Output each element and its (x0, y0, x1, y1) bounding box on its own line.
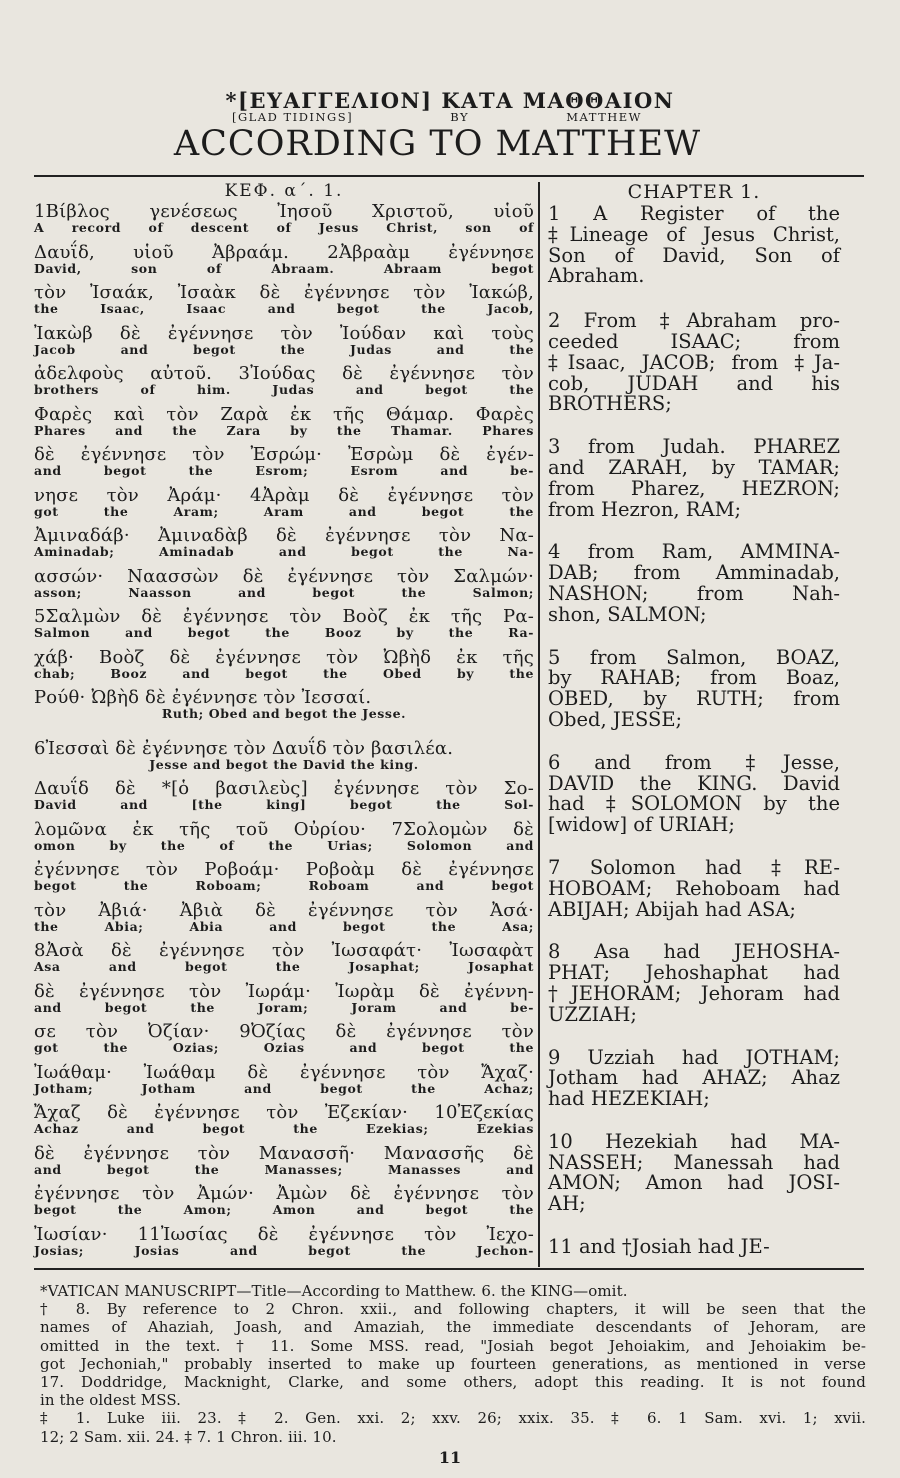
translation-line: DAB; from Amminadab, (548, 561, 840, 585)
translation-line: 10 Hezekiah had MA- (548, 1129, 840, 1153)
english-gloss-line: begot the Roboam; Roboam and begot (34, 878, 534, 893)
greek-line: 6Ἰεσσαὶ δὲ ἐγέννησε τὸν Δαυΐδ τὸν βασιλέα. (34, 737, 454, 759)
footnote-line: † 8. By reference to 2 Chron. xxii., and following chapters, it will be seen that the (40, 1300, 866, 1319)
greek-line: Ἰακὼβ δὲ ἐγέννησε τὸν Ἰούδαν καὶ τοὺς (34, 322, 534, 344)
translation-line: shon, SALMON; (548, 602, 707, 626)
interlinear-pair (34, 607, 534, 648)
greek-line: Ἰωάθαμ· Ἰωάθαμ δὲ ἐγέννησε τὸν Ἄχαζ· (34, 1061, 534, 1083)
translation-line: 6 and from ‡Jesse, (548, 750, 840, 774)
subtitle-right: MATTHEW (566, 110, 642, 124)
verse-paragraph (548, 1237, 840, 1258)
interlinear-pair (34, 739, 534, 780)
footnote-line: names of Ahaziah, Joash, and Amaziah, the immediate descendants of Jehoram, are (40, 1318, 866, 1337)
english-gloss-line: and begot the Joram; Joram and be- (34, 999, 534, 1015)
english-gloss-line: Jesse and begot the David the king. (149, 756, 419, 772)
greek-line: τὸν Ἀβιά· Ἀβιὰ δὲ ἐγέννησε τὸν Ἀσά· (34, 899, 534, 921)
english-gloss-line: Phares and the Zara by the Thamar. Phares (34, 422, 534, 438)
footnote-line: omitted in the text. † 11. Some MSS. read, "Josiah begot Jehoiakim, and Jehoiakim be- (40, 1336, 866, 1355)
greek-line: Ἀμιναδάβ· Ἀμιναδὰβ δὲ ἐγέννησε τὸν Να- (34, 525, 534, 546)
translation-line: from Hezron, RAM; (548, 497, 742, 521)
interlinear-pair (34, 1103, 534, 1144)
translation-line: Abraham. (548, 264, 645, 288)
column-divider (538, 182, 540, 1267)
english-gloss-line: Achaz and begot the Ezekias; Ezekias (34, 1121, 534, 1136)
english-gloss-line: Jotham; Jotham and begot the Achaz; (34, 1080, 534, 1096)
interlinear-pair (34, 1184, 534, 1225)
page-number: 11 (438, 1448, 462, 1467)
interlinear-pair (34, 243, 534, 284)
verse-paragraph (548, 750, 840, 837)
interlinear-pair (34, 901, 534, 942)
interlinear-pair (34, 941, 534, 982)
interlinear-pair (34, 324, 534, 365)
interlinear-pair (34, 1063, 534, 1104)
translation-line: Obed, JESSE; (548, 707, 683, 731)
greek-line: ασσών· Ναασσὼν δὲ ἐγέννησε τὸν Σαλμών· (34, 565, 534, 587)
translation-line: 2 From ‡Abraham pro- (548, 309, 840, 333)
translation-line: NASSEH; Manessah had (548, 1150, 840, 1174)
translation-line: [widow] of URIAH; (548, 813, 735, 837)
footnote-line: 12; 2 Sam. xii. 24. ‡ 7. 1 Chron. iii. 10. (40, 1427, 337, 1446)
translation-line: DAVID the KING. David (548, 771, 840, 795)
english-gloss-line: A record of descent of Jesus Christ, son of (34, 220, 534, 235)
translation-line: and ZARAH, by TAMAR; (548, 455, 840, 479)
english-gloss-line: brothers of him. Judas and begot the (34, 382, 534, 397)
greek-line: ἐγέννησε τὸν Ἀμών· Ἀμὼν δὲ ἐγέννησε τὸν (34, 1183, 534, 1204)
interlinear-pair (34, 405, 534, 446)
english-gloss-line: David, son of Abraam. Abraam begot (34, 260, 534, 276)
english-gloss-line: got the Ozias; Ozias and begot the (34, 1040, 534, 1055)
translation-line: OBED, by RUTH; from (548, 687, 840, 711)
translation-line: 7 Solomon had ‡RE- (548, 855, 840, 879)
greek-line: ἐγέννησε τὸν Ροβοάμ· Ροβοὰμ δὲ ἐγέννησε (34, 859, 534, 880)
english-gloss-line: chab; Booz and begot the Obed by the (34, 665, 534, 681)
footnote-line: 17. Doddridge, Macknight, Clarke, and some others, adopt this reading. It is not found (40, 1372, 866, 1391)
translation-line: by RAHAB; from Boaz, (548, 666, 840, 690)
translation-line: 9 Uzziah had JOTHAM; (548, 1045, 840, 1069)
greek-line: 1Βίβλος γενέσεως Ἰησοῦ Χριστοῦ, υἱοῦ (34, 201, 534, 222)
interlinear-lines (34, 202, 534, 1265)
verse-paragraph (548, 645, 840, 731)
english-gloss-line: and begot the Manasses; Manasses and (34, 1161, 534, 1177)
translation-line: Son of David, Son of (548, 243, 840, 267)
greek-line: χάβ· Βοὸζ δὲ ἐγέννησε τὸν Ὠβὴδ ἐκ τῆς (34, 646, 534, 668)
interlinear-pair (34, 688, 534, 729)
interlinear-pair (34, 860, 534, 901)
greek-line: ἀδελφοὺς αὐτοῦ. 3Ἰούδας δὲ ἐγέννησε τὸν (34, 363, 534, 384)
verse-paragraph (548, 311, 840, 415)
english-gloss-line: Ruth; Obed and begot the Jesse. (161, 706, 407, 721)
interlinear-pair (34, 1022, 534, 1063)
interlinear-column (34, 180, 534, 1265)
greek-line: Φαρὲς καὶ τὸν Ζαρὰ ἐκ τῆς Θάμαρ. Φαρὲς (34, 403, 534, 425)
translation-line: ‡Isaac, JACOB; from ‡Ja- (548, 350, 840, 374)
translation-line: HOBOAM; Rehoboam had (548, 876, 840, 900)
translation-line: 4 from Ram, AMMINA- (548, 540, 840, 564)
footnote-line: got Jechoniah," probably inserted to make up fourteen generations, as mentioned in verse (40, 1354, 866, 1373)
interlinear-pair (34, 283, 534, 324)
translation-line: ceeded ISAAC; from (548, 329, 840, 353)
translation-line: ‡Lineage of Jesus Christ, (548, 222, 840, 246)
subtitle-mid: BY (450, 110, 470, 124)
greek-line: Δαυΐδ δὲ *[ὁ βασιλεὺς] ἐγέννησε τὸν Σο- (34, 778, 534, 799)
verse-paragraph (548, 437, 840, 520)
translation-line: UZZIAH; (548, 1002, 637, 1026)
english-gloss-line: Salmon and begot the Booz by the Ra- (34, 625, 534, 640)
interlinear-pair (34, 486, 534, 527)
interlinear-pair (34, 1144, 534, 1185)
greek-line: Ἄχαζ δὲ ἐγέννησε τὸν Ἐζεκίαν· 10Ἐζεκίας (34, 1102, 534, 1123)
footnote-line: *VATICAN MANUSCRIPT—Title—According to Matthew. 6. the KING—omit. (40, 1282, 628, 1300)
greek-chapter-heading: ΚΕΦ. α΄. 1. (224, 181, 344, 201)
translation-line: Jotham had AHAZ; Ahaz (548, 1066, 840, 1090)
translation-line: AH; (548, 1192, 586, 1216)
translation-line: 1 A Register of the (548, 202, 840, 225)
english-gloss-line: Aminadab; Aminadab and begot the Na- (34, 544, 534, 559)
interlinear-pair (34, 445, 534, 486)
interlinear-pair (34, 648, 534, 689)
translation-line: 11 and †Josiah had JE- (548, 1235, 770, 1259)
greek-line: δὲ ἐγέννησε τὸν Μανασσῆ· Μανασσῆς δὲ (34, 1142, 534, 1164)
verse-paragraph (548, 1129, 840, 1216)
english-gloss-line: the Isaac, Isaac and begot the Jacob, (34, 301, 534, 316)
verse-paragraph (548, 855, 840, 921)
english-gloss-line: David and [the king] begot the Sol- (34, 797, 534, 812)
interlinear-pair (34, 567, 534, 608)
english-gloss-line: Josias; Josias and begot the Jechon- (34, 1242, 534, 1258)
translation-line: cob, JUDAH and his (548, 371, 840, 395)
interlinear-pair (34, 364, 534, 405)
interlinear-pair (34, 526, 534, 567)
verse-paragraph (548, 1045, 840, 1111)
footnotes (40, 1282, 866, 1446)
footnote-line: ‡ 1. Luke iii. 23. ‡ 2. Gen. xxi. 2; xxv. 26; xxix. 35. ‡ 6. 1 Sam. xvi. 1; xvii. (40, 1409, 866, 1428)
verse-paragraph (548, 204, 840, 287)
greek-line: 5Σαλμὼν δὲ ἐγέννησε τὸν Βοὸζ ἐκ τῆς Ρα- (34, 606, 534, 627)
translation-paragraphs (548, 204, 840, 1258)
footnote-line: in the oldest MSS. (40, 1391, 182, 1410)
english-gloss-line: Asa and begot the Josaphat; Josaphat (34, 959, 534, 974)
greek-title: *[ΕΥΑΓΓΕΛΙΟΝ] ΚΑΤΑ ΜΑΘΘΑΙΟΝ (225, 88, 675, 113)
chapter-title: CHAPTER 1. (627, 181, 761, 203)
greek-line: Ρούθ· Ὠβὴδ δὲ ἐγέννησε τὸν Ἰεσσαί. (34, 687, 372, 708)
greek-line: νησε τὸν Ἀράμ· 4Ἀρὰμ δὲ ἐγέννησε τὸν (34, 484, 534, 506)
translation-line: from Pharez, HEZRON; (548, 476, 840, 500)
translation-line: NASHON; from Nah- (548, 581, 840, 605)
interlinear-pair (34, 1225, 534, 1266)
greek-line: Ἰωσίαν· 11Ἰωσίας δὲ ἐγέννησε τὸν Ἰεχο- (34, 1223, 534, 1245)
greek-line: 8Ἀσὰ δὲ ἐγέννησε τὸν Ἰωσαφάτ· Ἰωσαφὰτ (34, 940, 534, 961)
translation-line: 5 from Salmon, BOAZ, (548, 645, 840, 669)
english-gloss-line: the Abia; Abia and begot the Asa; (34, 918, 534, 934)
translation-line: ABIJAH; Abijah had ASA; (548, 897, 796, 921)
translation-line: had HEZEKIAH; (548, 1087, 710, 1111)
english-gloss-line: asson; Naasson and begot the Salmon; (34, 584, 534, 600)
greek-line: δὲ ἐγέννησε τὸν Ἰωράμ· Ἰωρὰμ δὲ ἐγέννη- (34, 980, 534, 1002)
interlinear-pair (34, 202, 534, 243)
interlinear-pair (34, 982, 534, 1023)
translation-line: PHAT; Jehoshaphat had (548, 961, 840, 985)
interlinear-pair (34, 820, 534, 861)
greek-line: σε τὸν Ὀζίαν· 9Ὀζίας δὲ ἐγέννησε τὸν (34, 1021, 534, 1042)
translation-line: 8 Asa had JEHOSHA- (548, 940, 840, 964)
english-gloss-line: omon by the of the Urias; Solomon and (34, 837, 534, 853)
page-title: ACCORDING TO MATTHEW (173, 124, 702, 164)
english-gloss-line: and begot the Esrom; Esrom and be- (34, 463, 534, 478)
header-rule (34, 175, 864, 177)
english-gloss-line: Jacob and begot the Judas and the (34, 341, 534, 357)
greek-line: Δαυΐδ, υἱοῦ Ἀβραάμ. 2Ἀβραὰμ ἐγέννησε (34, 241, 534, 263)
translation-line: had ‡SOLOMON by the (548, 792, 840, 816)
paragraph-gap (34, 729, 534, 739)
translation-line: AMON; Amon had JOSI- (548, 1171, 840, 1195)
english-gloss-line: begot the Amon; Amon and begot the (34, 1202, 534, 1217)
greek-line: δὲ ἐγέννησε τὸν Ἐσρώμ· Ἐσρὼμ δὲ ἐγέν- (34, 444, 534, 465)
subtitle-left: [GLAD TIDINGS] (232, 110, 354, 124)
verse-paragraph (548, 942, 840, 1025)
translation-column (548, 180, 840, 1280)
translation-line: †JEHORAM; Jehoram had (548, 981, 840, 1005)
title-translation (232, 110, 642, 124)
greek-line: τὸν Ἰσαάκ, Ἰσαὰκ δὲ ἐγέννησε τὸν Ἰακώβ, (34, 282, 534, 303)
translation-line: 3 from Judah. PHAREZ (548, 435, 840, 459)
translation-line: BROTHERS; (548, 392, 672, 416)
verse-paragraph (548, 542, 840, 625)
english-gloss-line: got the Aram; Aram and begot the (34, 503, 534, 519)
interlinear-pair (34, 779, 534, 820)
greek-line: λομῶνα ἐκ τῆς τοῦ Οὐρίου· 7Σολομὼν δὲ (34, 818, 534, 840)
